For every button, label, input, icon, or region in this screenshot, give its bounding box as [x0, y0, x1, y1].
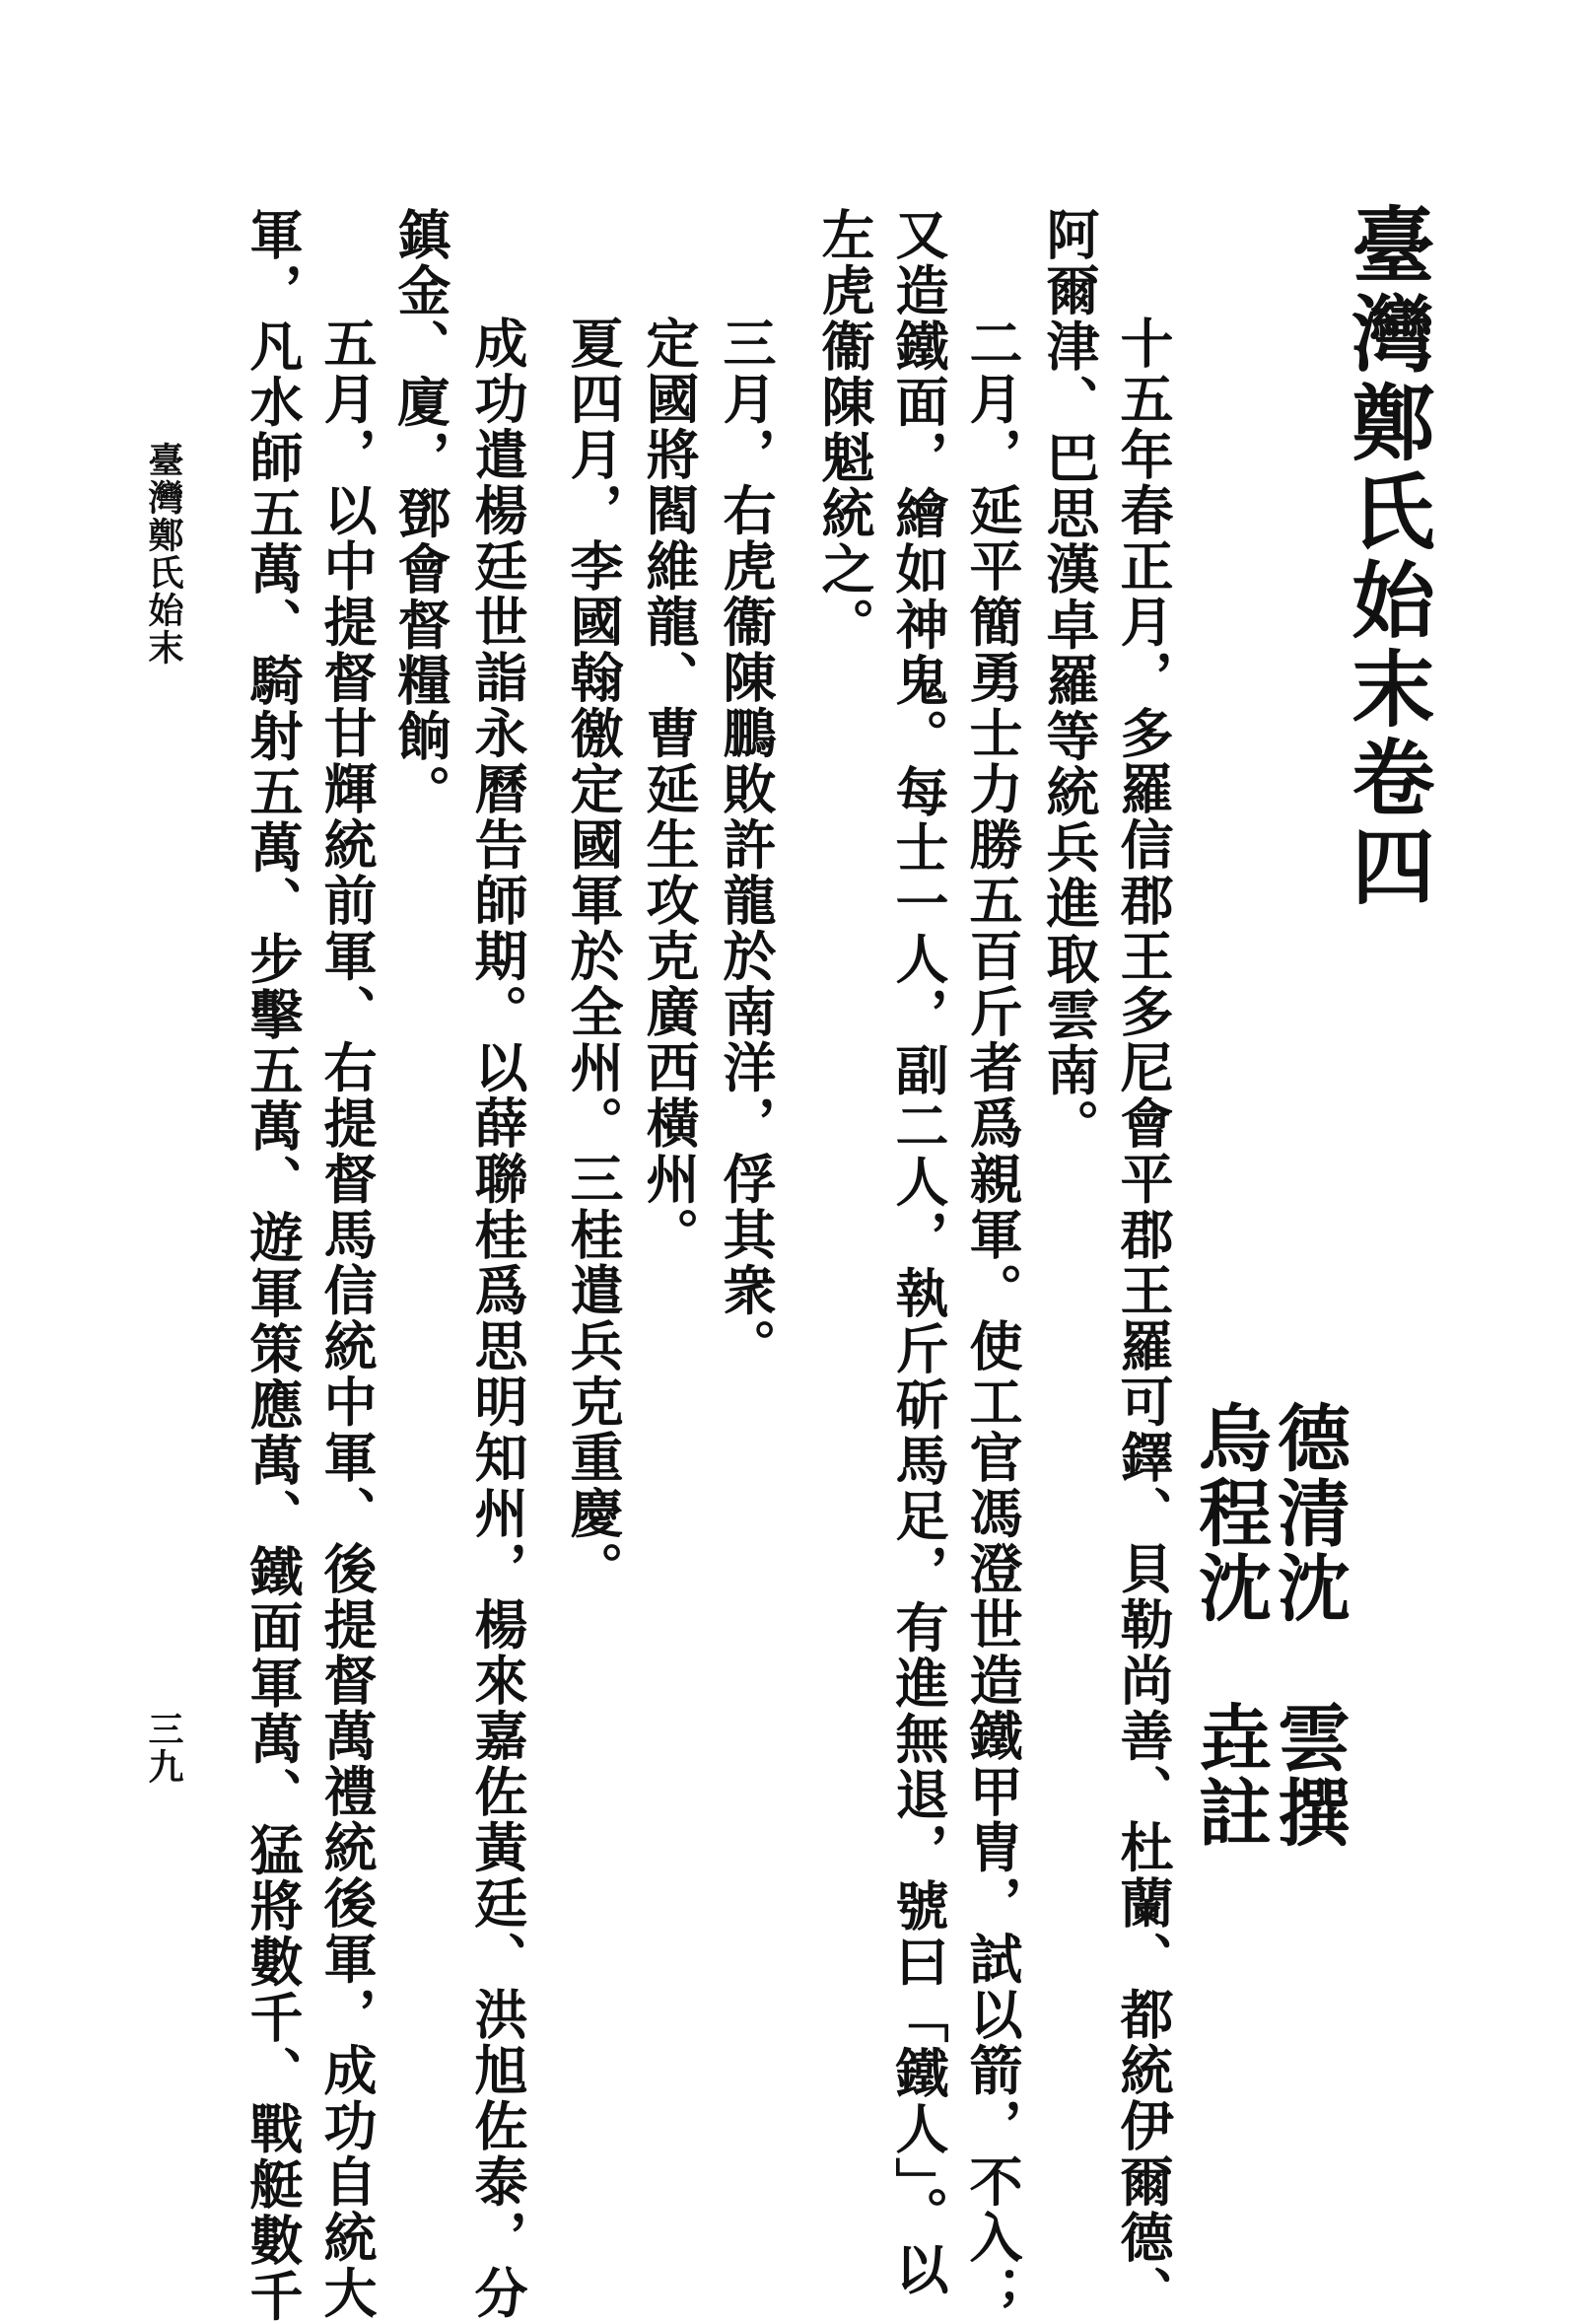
- running-title: 臺灣鄭氏始末: [143, 442, 184, 667]
- text-column: 軍，凡水師五萬、騎射五萬、步擊五萬、遊軍策應萬、鐵面軍萬、猛將數千、戰艇數千: [242, 207, 305, 2324]
- page-number: 三九: [143, 1711, 184, 1786]
- text-column: 十五年春正月，多羅信郡王多尼會平郡王羅可鐸、貝勒尚善、杜蘭、都統伊爾德、: [1112, 316, 1175, 2321]
- chapter-title: 臺灣鄭氏始末卷四: [1339, 202, 1436, 912]
- annotator-line: 烏程沈 垚註: [1187, 1400, 1272, 1850]
- author-line: 德清沈 雲撰: [1266, 1400, 1351, 1850]
- text-column: 二月，延平簡勇士力勝五百斤者爲親軍。使工官馮澄世造鐵甲胄，試以箭，不入；: [961, 316, 1024, 2321]
- text-column: 三月，右虎衞陳鵬敗許龍於南洋，俘其衆。: [715, 316, 778, 1374]
- text-column: 又造鐵面，繪如神鬼。每士一人，副二人，執斤斫馬足，有進無退，號曰「鐵人」。以: [887, 207, 950, 2297]
- text-column: 鎮金、廈，鄧會督糧餉。: [389, 207, 452, 820]
- text-column: 五月，以中提督甘輝統前軍、右提督馬信統中軍、後提督萬禮統後軍，成功自統大: [315, 316, 379, 2321]
- text-column: 定國將閻維龍、曹延生攻克廣西橫州。: [638, 316, 701, 1263]
- text-column: 左虎衞陳魁統之。: [813, 207, 876, 653]
- text-column: 夏四月，李國翰徼定國軍於全州。三桂遣兵克重慶。: [562, 316, 625, 1597]
- text-column: 成功遣楊廷世詣永曆告師期。以薛聯桂爲思明知州，楊來嘉佐黃廷、洪旭佐泰，分: [466, 316, 529, 2321]
- text-column: 阿爾津、巴思漢卓羅等統兵進取雲南。: [1038, 207, 1101, 1155]
